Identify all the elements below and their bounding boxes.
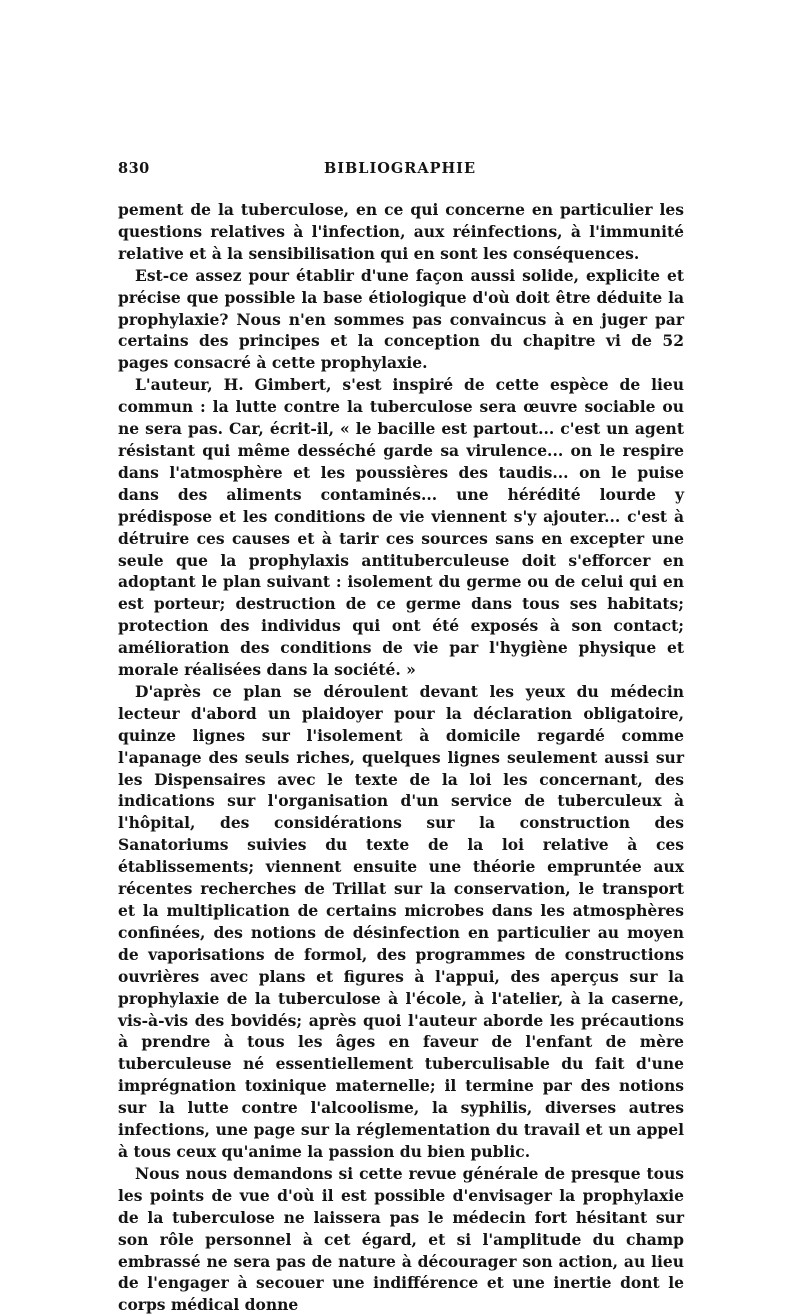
paragraph: Nous nous demandons si cette revue générale de presque tous les points de vue d'où il est possible d'envisager la prophylaxie de la tuberculose ne laissera pas le médecin fort hésitant sur son rôle personnel à cet égard, et si l'amplitude du champ embrassé ne sera pas de nature à décourager son action, au lieu de l'engager à secouer une indifférence et une inertie dont le corps médical donne — [118, 1163, 684, 1315]
paragraph: Est-ce assez pour établir d'une façon aussi solide, explicite et précise que possible la base étiologique d'où doit être déduite la prophylaxie? Nous n'en sommes pas convaincus à en juger par certains des principes et la conception du chapitre vi de 52 pages consacré à cette prophylaxie. — [118, 265, 684, 373]
page-number: 830 — [118, 160, 150, 177]
page-heading: BIBLIOGRAPHIE — [323, 160, 477, 177]
paragraph: D'après ce plan se déroulent devant les yeux du médecin lecteur d'abord un plaidoyer pour la déclaration obligatoire, quinze lignes sur l'isolement à domicile regardé comme l'apanage des seuls riches, quelques lignes seulement aussi sur les Dispensaires avec le texte de la loi les concernant, des indications sur l'organisation d'un service de tuberculeux à l'hôpital, des considérations sur la construction des Sanatoriums suivies du texte de la loi relative à ces établissements; viennent ensuite une théorie empruntée aux récentes recherches de Trillat sur la conservation, le transport et la multiplication de certains microbes dans les atmosphères confinées, des notions de désinfection en particulier au moyen de vaporisations de formol, des programmes de constructions ouvrières avec plans et figures à l'appui, des aperçus sur la prophylaxie de la tuberculose à l'école, à l'atelier, à la caserne, vis-à-vis des bovidés; après quoi l'auteur aborde les précautions à prendre à tous les âges en faveur de l'enfant de mère tuberculeuse né essentiellement tuberculisable du fait d'une imprégnation toxinique maternelle; il termine par des notions sur la lutte contre l'alcoolisme, la syphilis, diverses autres infections, une page sur la réglementation du travail et un appel à tous ceux qu'anime la passion du bien public. — [118, 681, 684, 1161]
running-head — [118, 160, 682, 180]
paragraph-continuation: pement de la tuberculose, en ce qui concerne en particulier les questions relatives à l'infection, aux réinfections, à l'immunité relative et à la sensibilisation qui en sont les conséquences. — [118, 200, 684, 263]
paragraph: L'auteur, H. Gimbert, s'est inspiré de cette espèce de lieu commun : la lutte contre la tuberculose sera œuvre sociable ou ne sera pas. Car, écrit-il, « le bacille est partout... c'est un agent résistant qui même desséché garde sa virulence... on le respire dans l'atmosphère et les poussières des taudis... on le puise dans des aliments contaminés... une hérédité lourde y prédispose et les conditions de vie viennent s'y ajouter... c'est à détruire ces causes et à tarir ces sources sans en excepter une seule que la prophylaxis antituberculeuse doit s'efforcer en adoptant le plan suivant : isolement du germe ou de celui qui en est porteur; destruction de ce germe dans tous ses habitats; protection des individus qui ont été exposés à son contact; amélioration des conditions de vie par l'hygiène physique et morale réalisées dans la société. » — [118, 375, 684, 680]
body-text — [118, 199, 684, 1316]
